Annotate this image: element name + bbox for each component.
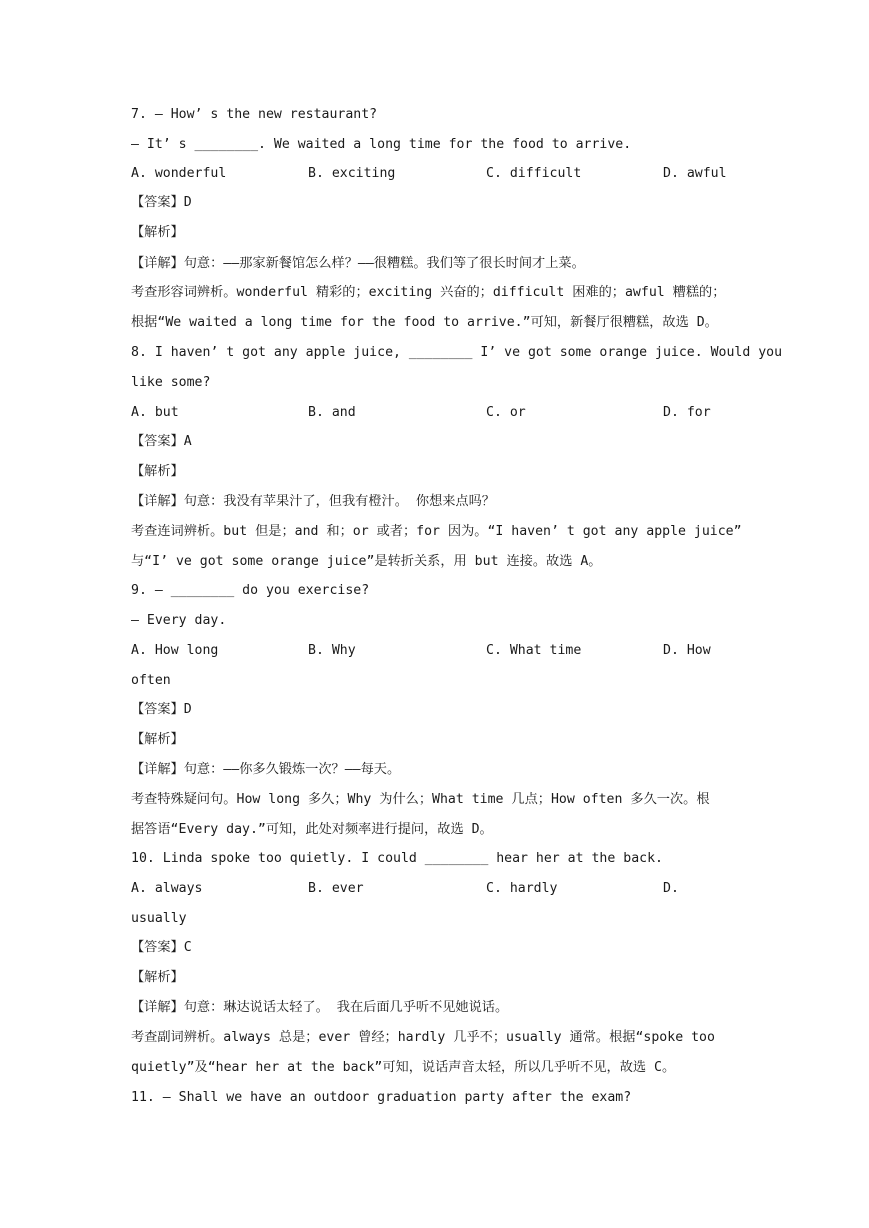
question-7-detail: 【详解】句意：——那家新餐馆怎么样？——很糟糕。我们等了很长时间才上菜。 <box>131 256 585 271</box>
question-8-options <box>131 403 741 423</box>
option-a: A. How long <box>131 643 219 658</box>
option-c: C. difficult <box>486 166 582 181</box>
question-8-analysis-label: 【解析】 <box>131 464 184 479</box>
question-8-stem-line-2: like some? <box>131 375 211 390</box>
question-7-stem-line-1: 7. — How’ s the new restaurant? <box>131 107 378 122</box>
question-9-explain-line-1: 考查特殊疑问句。How long 多久；Why 为什么；What time 几点；How often 多久一次。根 <box>131 792 710 807</box>
question-7-analysis-label: 【解析】 <box>131 225 184 240</box>
question-8-stem-line-1: 8. I haven’ t got any apple juice, ________ I’ ve got some orange juice. Would you <box>131 345 783 360</box>
question-9-stem-line-2: — Every day. <box>131 613 227 628</box>
question-10-options-wrap: usually <box>131 911 187 926</box>
question-10-detail: 【详解】句意：琳达说话太轻了。 我在后面几乎听不见她说话。 <box>131 1000 509 1015</box>
option-d: D. awful <box>663 166 727 181</box>
option-b: B. exciting <box>308 166 396 181</box>
question-9-explain-line-2: 据答语“Every day.”可知，此处对频率进行提问，故选 D。 <box>131 822 493 837</box>
option-c: C. hardly <box>486 881 558 896</box>
question-7-options <box>131 164 741 184</box>
question-7-answer: 【答案】D <box>131 195 192 210</box>
option-d: D. <box>663 881 679 896</box>
option-b: B. and <box>308 405 356 420</box>
question-9-detail: 【详解】句意：——你多久锻炼一次？——每天。 <box>131 762 401 777</box>
question-9-options-wrap: often <box>131 673 171 688</box>
question-10-stem-line-1: 10. Linda spoke too quietly. I could ________ hear her at the back. <box>131 851 663 866</box>
question-7-explain-line-1: 考查形容词辨析。wonderful 精彩的；exciting 兴奋的；difficult 困难的；awful 糟糕的； <box>131 285 726 300</box>
option-d: D. How <box>663 643 711 658</box>
question-11-stem-line-1: 11. — Shall we have an outdoor graduation party after the exam? <box>131 1090 632 1105</box>
question-8-answer: 【答案】A <box>131 434 192 449</box>
question-10-explain-line-1: 考查副词辨析。always 总是；ever 曾经；hardly 几乎不；usually 通常。根据“spoke too <box>131 1030 715 1045</box>
option-a: A. wonderful <box>131 166 227 181</box>
option-b: B. Why <box>308 643 356 658</box>
question-8-detail: 【详解】句意：我没有苹果汁了，但我有橙汁。 你想来点吗？ <box>131 494 495 509</box>
option-c: C. or <box>486 405 526 420</box>
question-9-analysis-label: 【解析】 <box>131 732 184 747</box>
question-10-explain-line-2: quietly”及“hear her at the back”可知，说话声音太轻，所以几乎听不见，故选 C。 <box>131 1060 676 1075</box>
question-10-options <box>131 879 741 899</box>
option-d: D. for <box>663 405 711 420</box>
question-9-options <box>131 641 741 661</box>
option-b: B. ever <box>308 881 364 896</box>
question-7-stem-line-2: — It’ s ________. We waited a long time for the food to arrive. <box>131 137 632 152</box>
option-c: C. What time <box>486 643 582 658</box>
question-8-explain-line-1: 考查连词辨析。but 但是；and 和；or 或者；for 因为。“I haven’ t got any apple juice” <box>131 524 742 539</box>
question-8-explain-line-2: 与“I’ ve got some orange juice”是转折关系，用 but 连接。故选 A。 <box>131 554 602 569</box>
question-9-answer: 【答案】D <box>131 702 192 717</box>
question-10-analysis-label: 【解析】 <box>131 970 184 985</box>
option-a: A. always <box>131 881 203 896</box>
question-10-answer: 【答案】C <box>131 940 192 955</box>
option-a: A. but <box>131 405 179 420</box>
question-9-stem-line-1: 9. — ________ do you exercise? <box>131 583 370 598</box>
question-7-explain-line-2: 根据“We waited a long time for the food to arrive.”可知，新餐厅很糟糕，故选 D。 <box>131 315 718 330</box>
